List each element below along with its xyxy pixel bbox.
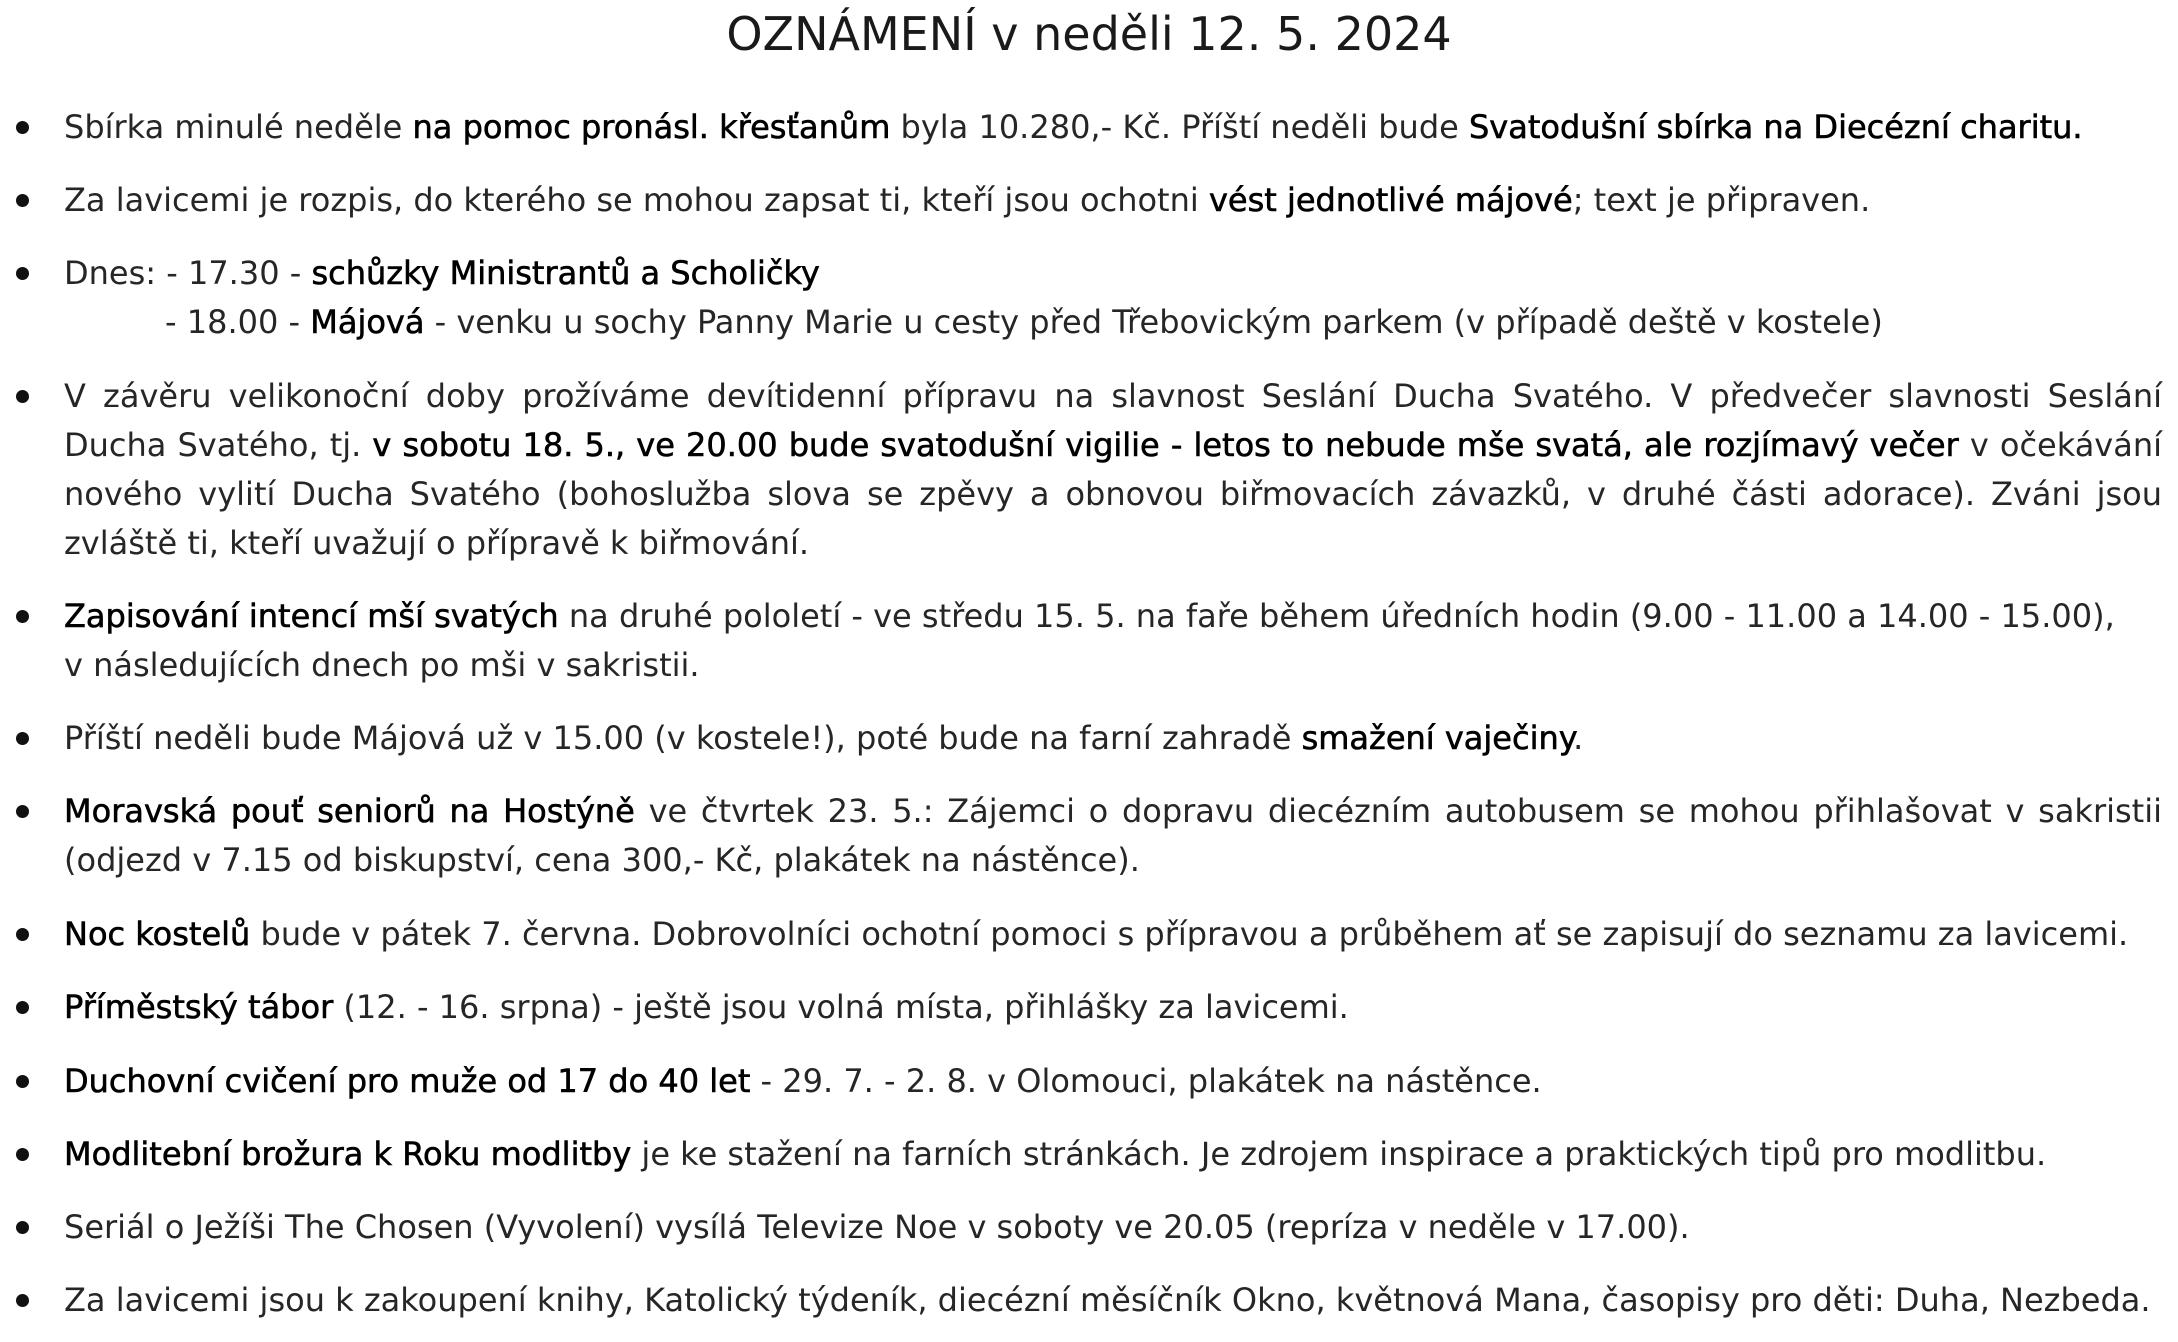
list-item: Sbírka minulé neděle na pomoc pronásl. křesťanům byla 10.280,- Kč. Příští neděli bude Svatodušní sbírka na Diecézní charitu. xyxy=(64,103,2162,152)
list-item: Za lavicemi je rozpis, do kterého se mohou zapsat ti, kteří jsou ochotni vést jednotlivé májové; text je připraven. xyxy=(64,176,2162,225)
bullet-icon xyxy=(16,1148,29,1161)
list-item: Modlitební brožura k Roku modlitby je ke stažení na farních stránkách. Je zdrojem inspirace a praktických tipů pro modlitbu. xyxy=(64,1130,2162,1179)
page-title: OZNÁMENÍ v neděli 12. 5. 2024 xyxy=(726,7,1452,61)
bullet-icon xyxy=(16,390,29,403)
bullet-icon xyxy=(16,928,29,941)
list-item: Seriál o Ježíši The Chosen (Vyvolení) vysílá Televize Noe v soboty ve 20.05 (repríza v neděle v 17.00). xyxy=(64,1203,2162,1252)
list-item: Duchovní cvičení pro muže od 17 do 40 let - 29. 7. - 2. 8. v Olomouci, plakátek na nástěnce. xyxy=(64,1057,2162,1106)
bullet-icon xyxy=(16,121,29,134)
sub-line: - 18.00 - Májová - venku u sochy Panny Marie u cesty před Třebovickým parkem (v případě deště v kostele) xyxy=(165,303,1883,341)
list-item: Noc kostelů bude v pátek 7. června. Dobrovolníci ochotní pomoci s přípravou a průběhem ať se zapisují do seznamu za lavicemi. xyxy=(64,910,2162,959)
list-item: Příměstský tábor (12. - 16. srpna) - ještě jsou volná místa, přihlášky za lavicemi. xyxy=(64,983,2162,1032)
list-item: Dnes: - 17.30 - schůzky Ministrantů a Scholičky - 18.00 - Májová - venku u sochy Panny Marie u cesty před Třebovickým parkem (v případě deště v kostele) xyxy=(64,249,2162,347)
list-item: Za lavicemi jsou k zakoupení knihy, Katolický týdeník, diecézní měsíčník Okno, květnová Mana, časopisy pro děti: Duha, Nezbeda. xyxy=(64,1276,2162,1325)
list-item: Příští neděli bude Májová už v 15.00 (v kostele!), poté bude na farní zahradě smažení vaječiny. xyxy=(64,714,2162,763)
bullet-icon xyxy=(16,1221,29,1234)
bullet-icon xyxy=(16,1001,29,1014)
bullet-icon xyxy=(16,610,29,623)
list-item: Moravská pouť seniorů na Hostýně ve čtvrtek 23. 5.: Zájemci o dopravu diecézním autobusem se mohou přihlašovat v sakristii (odjezd v 7.15 od biskupství, cena 300,- Kč, plakátek na nástěnce). xyxy=(64,787,2162,885)
bullet-icon xyxy=(16,805,29,818)
bullet-icon xyxy=(16,194,29,207)
bullet-icon xyxy=(16,1294,29,1307)
bullet-icon xyxy=(16,1075,29,1088)
list-item: V závěru velikonoční doby prožíváme devítidenní přípravu na slavnost Seslání Ducha Svatého. V předvečer slavnosti Seslání Ducha Svatého, tj. v sobotu 18. 5., ve 20.00 bude svatodušní vigilie - letos to nebude mše svatá, ale rozjímavý večer v očekávání nového vylití Ducha Svatého (bohoslužba slova se zpěvy a obnovou biřmovacích závazků, v druhé části adorace). Zváni jsou zvláště ti, kteří uvažují o přípravě k biřmování. xyxy=(64,372,2162,568)
list-item: Zapisování intencí mší svatých na druhé pololetí - ve středu 15. 5. na faře během úředních hodin (9.00 - 11.00 a 14.00 - 15.00), v následujících dnech po mši v sakristii. xyxy=(64,592,2162,690)
bullet-icon xyxy=(16,732,29,745)
bullet-icon xyxy=(16,267,29,280)
